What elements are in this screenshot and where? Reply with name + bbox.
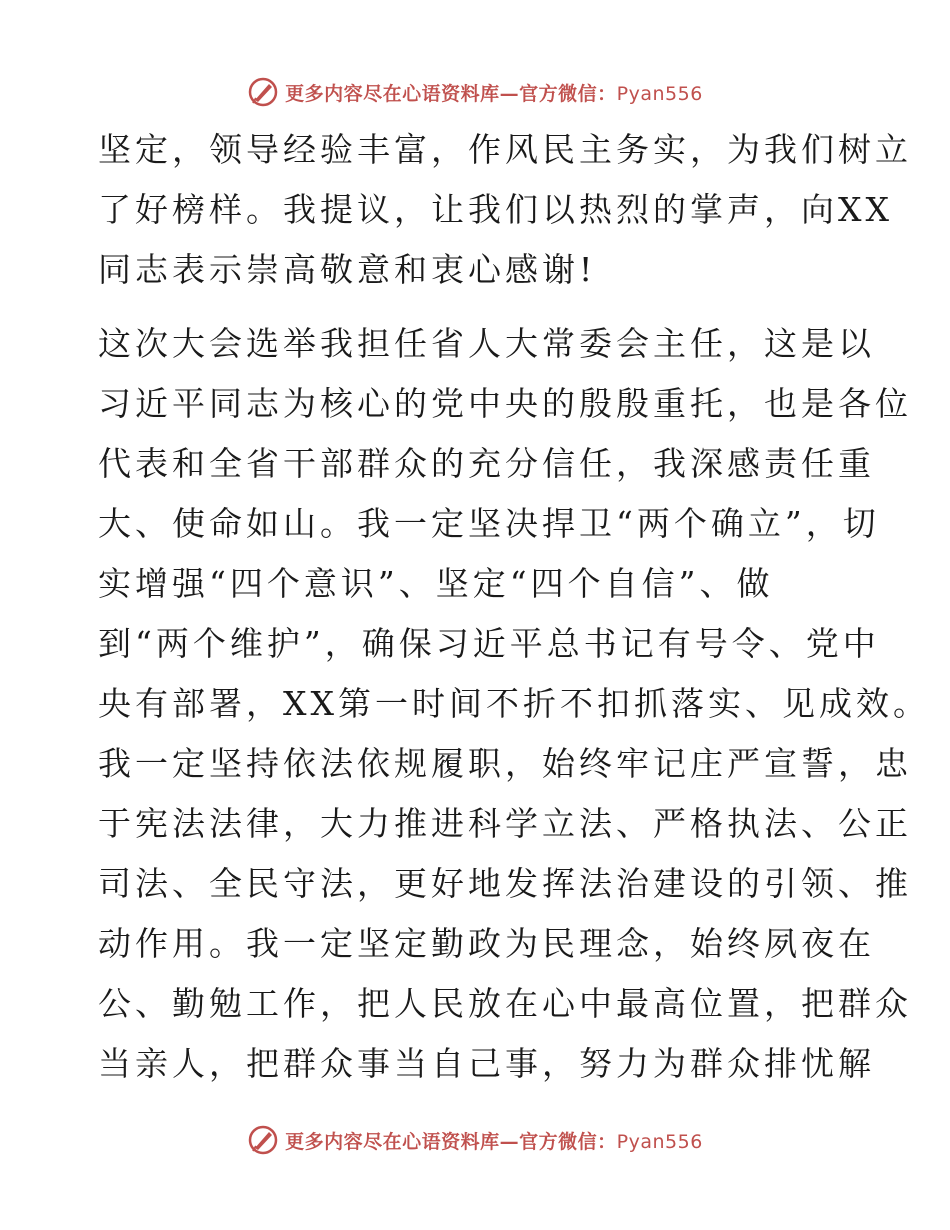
text-line: 同志表示崇高敬意和衷心感谢!	[98, 250, 597, 289]
paragraph-spacer	[98, 305, 858, 319]
header-banner-wechat-id: Pyan556	[616, 82, 703, 105]
header-banner	[0, 72, 950, 112]
text-line: 当亲人，把群众事当自己事，努力为群众排忧解	[98, 1044, 875, 1083]
text-line: 我一定坚持依法依规履职，始终牢记庄严宣誓，忠	[98, 744, 912, 783]
text-line: 公、勤勉工作，把人民放在心中最高位置，把群众	[98, 984, 912, 1023]
text-line: 习近平同志为核心的党中央的殷殷重托，也是各位	[98, 384, 912, 423]
text-line: 实增强“四个意识”、坚定“四个自信”、做	[98, 564, 774, 603]
paragraph-1	[98, 125, 912, 305]
text-line: 司法、全民守法，更好地发挥法治建设的引领、推	[98, 864, 912, 903]
header-banner-text	[285, 79, 703, 106]
text-line: 动作用。我一定坚定勤政为民理念，始终夙夜在	[98, 924, 875, 963]
text-line: 了好榜样。我提议，让我们以热烈的掌声，向XX	[98, 190, 893, 229]
text-line: 大、使命如山。我一定坚决捍卫“两个确立”，切	[98, 504, 880, 543]
document-body	[98, 125, 930, 1099]
text-line: 央有部署，XX第一时间不折不扣抓落实、见成效。	[98, 684, 930, 723]
quill-pen-logo-icon	[247, 76, 279, 108]
footer-banner-text	[285, 1127, 703, 1154]
text-line: 这次大会选举我担任省人大常委会主任，这是以	[98, 324, 875, 363]
text-line: 到“两个维护”，确保习近平总书记有号令、党中	[98, 624, 880, 663]
text-line: 代表和全省干部群众的充分信任，我深感责任重	[98, 444, 875, 483]
header-banner-label: 更多内容尽在心语资料库—官方微信：	[285, 82, 617, 105]
text-line: 于宪法法律，大力推进科学立法、严格执法、公正	[98, 804, 912, 843]
footer-banner-wechat-id: Pyan556	[616, 1130, 703, 1153]
paragraph-2	[98, 319, 930, 1099]
footer-banner	[0, 1120, 950, 1160]
quill-pen-logo-icon	[247, 1124, 279, 1156]
text-line: 坚定，领导经验丰富，作风民主务实，为我们树立	[98, 130, 912, 169]
footer-banner-label: 更多内容尽在心语资料库—官方微信：	[285, 1130, 617, 1153]
